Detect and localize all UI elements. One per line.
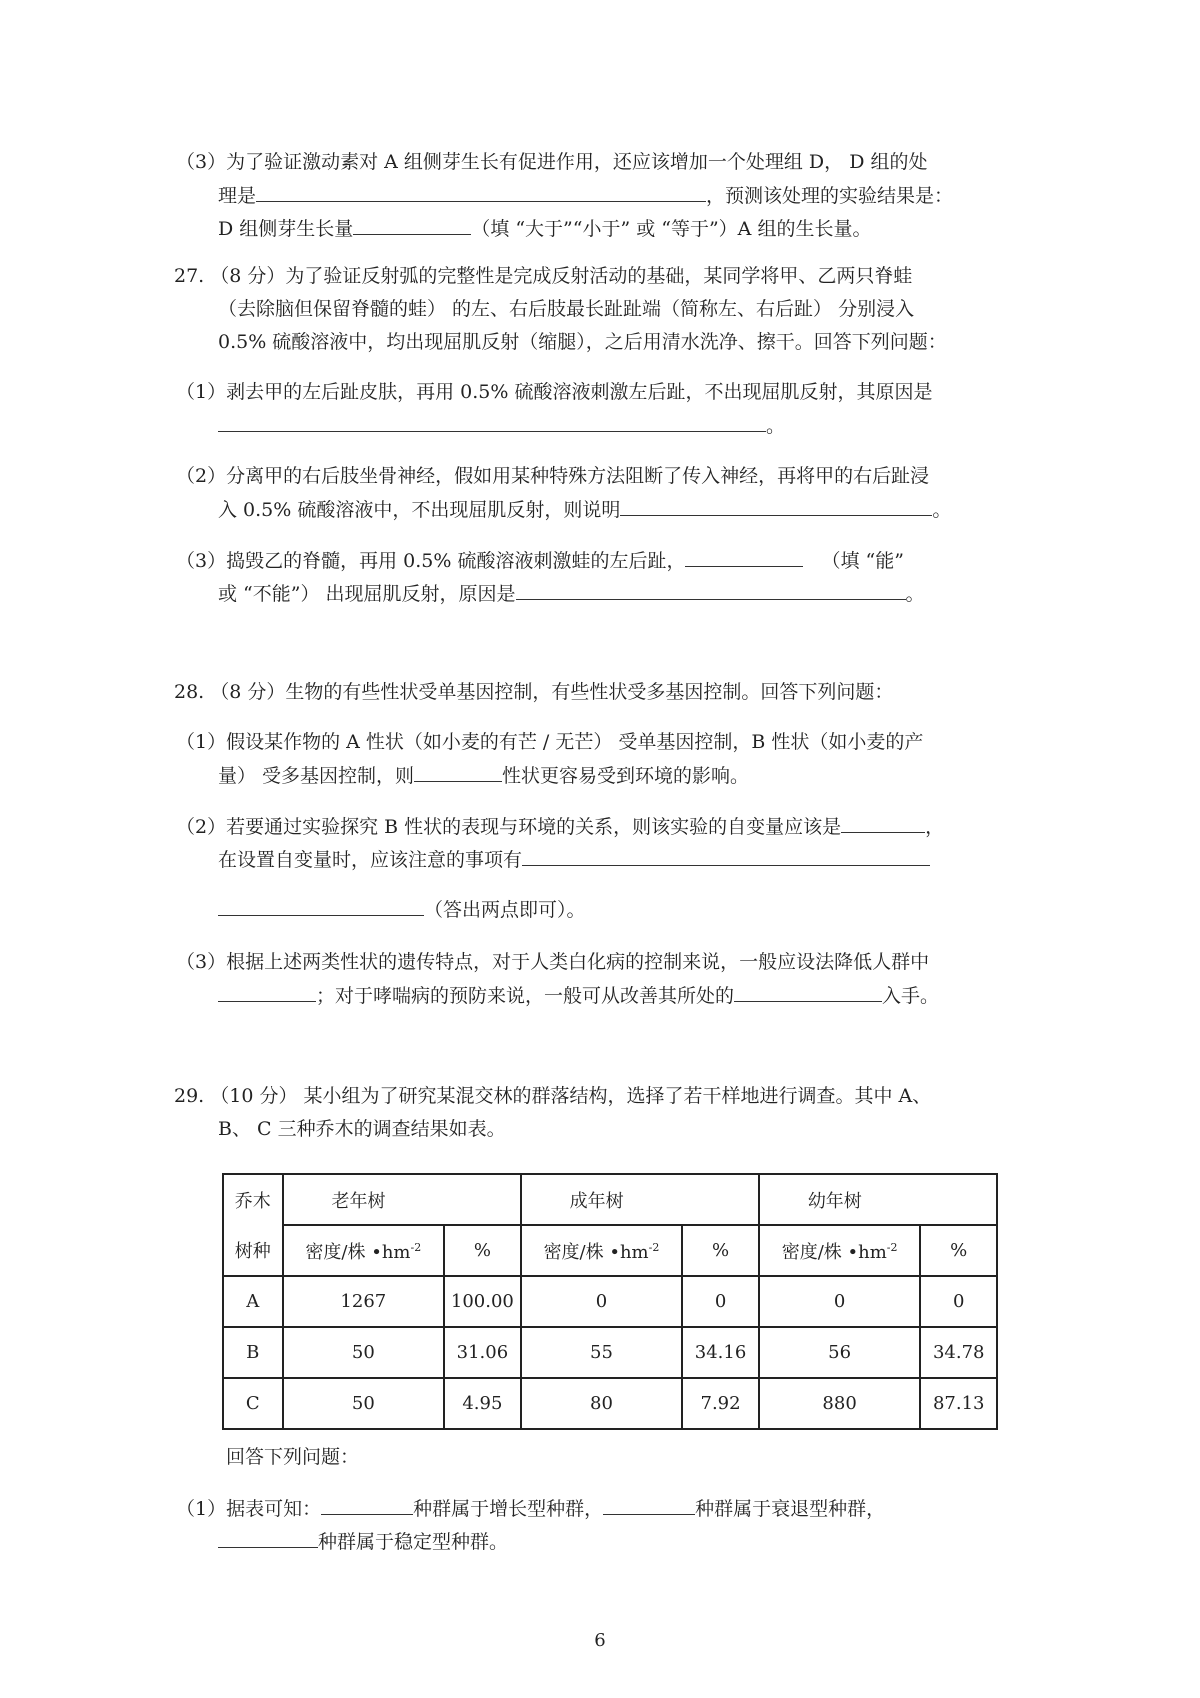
q27-3-end: 。 <box>905 583 925 605</box>
q28-2-line1-prefix: （2）若要通过实验探究 B 性状的表现与环境的关系，则该实验的自变量应该是 <box>176 816 842 838</box>
q27-intro-2: （去除脑但保留脊髓的蛙） 的左、右后肢最长趾趾端（简称左、右后趾） 分别浸入 <box>218 298 915 320</box>
answer-blank[interactable] <box>603 1494 695 1515</box>
answer-blank[interactable] <box>685 546 803 567</box>
header-density <box>521 1225 683 1276</box>
table-cell: 0 <box>920 1276 997 1327</box>
header-density <box>283 1225 445 1276</box>
q26-3-line2 <box>218 181 953 210</box>
q28-1-line1: （1）假设某作物的 A 性状（如小麦的有芒 / 无芒） 受单基因控制，B 性状（如小麦的产 <box>176 731 924 753</box>
q28-1-line2 <box>218 761 749 790</box>
header-density-exponent: -2 <box>410 1240 422 1254</box>
q27-3-line1-suffix: （填 “能” <box>821 550 904 572</box>
header-percent: % <box>682 1225 759 1276</box>
header-density-label: 密度/株 •hm <box>781 1241 887 1263</box>
q29-intro-1: 29. （10 分） 某小组为了研究某混交林的群落结构，选择了若干样地进行调查。其中 A、 <box>174 1085 932 1107</box>
answer-blank[interactable] <box>353 214 471 235</box>
table-header-row-1 <box>223 1174 997 1225</box>
species-cell: C <box>223 1378 283 1429</box>
header-group-young: 幼年树 <box>759 1174 997 1225</box>
table-cell: 87.13 <box>920 1378 997 1429</box>
header-density-exponent: -2 <box>886 1240 898 1254</box>
q27-3-line2-prefix: 或 “不能”） 出现屈肌反射，原因是 <box>218 583 516 605</box>
table-cell: 50 <box>283 1327 445 1378</box>
q29-1-line1 <box>176 1494 885 1523</box>
answer-blank[interactable] <box>321 1494 413 1515</box>
q26-3-line2-prefix: 理是 <box>218 185 257 207</box>
q26-3-line1: （3）为了验证激动素对 A 组侧芽生长有促进作用，还应该增加一个处理组 D， D 组的处 <box>176 151 928 173</box>
q29-1-line1-suffix: 种群属于衰退型种群， <box>695 1498 886 1520</box>
header-corner-top: 乔木 <box>223 1174 283 1225</box>
table-cell: 55 <box>521 1327 683 1378</box>
table-cell: 0 <box>682 1276 759 1327</box>
q29-1-line1-prefix: （1）据表可知： <box>176 1498 322 1520</box>
table-cell: 880 <box>759 1378 921 1429</box>
q26-3-line3-suffix: （填 “大于”“小于” 或 “等于”）A 组的生长量。 <box>471 218 872 240</box>
answer-blank[interactable] <box>218 895 424 916</box>
answer-blank[interactable] <box>218 411 766 432</box>
table-row <box>223 1276 997 1327</box>
q29-1-line1-middle: 种群属于增长型种群， <box>413 1498 604 1520</box>
header-group-old: 老年树 <box>283 1174 521 1225</box>
q28-3-line1: （3）根据上述两类性状的遗传特点，对于人类白化病的控制来说，一般应设法降低人群中 <box>176 951 930 973</box>
table-cell: 34.16 <box>682 1327 759 1378</box>
q28-2-line3-suffix: （答出两点即可）。 <box>424 899 586 921</box>
species-cell: A <box>223 1276 283 1327</box>
header-percent: % <box>444 1225 521 1276</box>
q26-3-line2-suffix: ，预测该处理的实验结果是： <box>706 185 954 207</box>
header-group-adult: 成年树 <box>521 1174 759 1225</box>
header-percent: % <box>920 1225 997 1276</box>
page-number: 6 <box>594 1630 606 1651</box>
q27-1-line2 <box>218 411 785 440</box>
q27-2-end: 。 <box>932 499 952 521</box>
answer-blank[interactable] <box>414 761 502 782</box>
table-cell: 4.95 <box>444 1378 521 1429</box>
answer-blank[interactable] <box>841 812 925 833</box>
table-cell: 1267 <box>283 1276 445 1327</box>
species-cell: B <box>223 1327 283 1378</box>
q28-2-line2-prefix: 在设置自变量时，应该注意的事项有 <box>218 849 523 871</box>
header-density-label: 密度/株 •hm <box>543 1241 649 1263</box>
q27-1-line1: （1）剥去甲的左后趾皮肤，再用 0.5% 硫酸溶液刺激左后趾，不出现屈肌反射，其原因是 <box>176 381 933 403</box>
q27-2-line2 <box>218 495 951 524</box>
survey-table <box>222 1173 998 1430</box>
table-cell: 0 <box>521 1276 683 1327</box>
q28-2-line2 <box>218 845 930 874</box>
q28-1-line2-suffix: 性状更容易受到环境的影响。 <box>502 765 750 787</box>
q28-1-line2-prefix: 量） 受多基因控制，则 <box>218 765 415 787</box>
answer-blank[interactable] <box>256 181 706 202</box>
q27-3-line1 <box>176 546 904 575</box>
q26-3-line3-prefix: D 组侧芽生长量 <box>218 218 354 240</box>
q27-intro-1: 27. （8 分）为了验证反射弧的完整性是完成反射活动的基础，某同学将甲、乙两只脊蛙 <box>174 265 913 287</box>
q29-after-table: 回答下列问题： <box>226 1446 360 1468</box>
table-cell: 0 <box>759 1276 921 1327</box>
q27-3-line1-prefix: （3）捣毁乙的脊髓，再用 0.5% 硫酸溶液刺激蛙的左后趾， <box>176 550 686 572</box>
answer-blank[interactable] <box>218 1527 318 1548</box>
q29-1-line2-suffix: 种群属于稳定型种群。 <box>318 1531 509 1553</box>
header-density <box>759 1225 921 1276</box>
answer-blank[interactable] <box>522 845 930 866</box>
table-cell: 34.78 <box>920 1327 997 1378</box>
answer-blank[interactable] <box>516 579 906 600</box>
header-density-label: 密度/株 •hm <box>305 1241 411 1263</box>
q28-intro: 28. （8 分）生物的有些性状受单基因控制，有些性状受多基因控制。回答下列问题： <box>174 681 894 703</box>
q28-2-line3 <box>218 895 586 924</box>
q27-intro-3: 0.5% 硫酸溶液中，均出现屈肌反射（缩腿），之后用清水洗净、擦干。回答下列问题： <box>218 331 947 353</box>
q27-3-line2 <box>218 579 925 608</box>
table-cell: 80 <box>521 1378 683 1429</box>
q29-1-line2 <box>218 1527 508 1556</box>
table-cell: 50 <box>283 1378 445 1429</box>
table-cell: 7.92 <box>682 1378 759 1429</box>
table-cell: 31.06 <box>444 1327 521 1378</box>
q27-2-line2-prefix: 入 0.5% 硫酸溶液中，不出现屈肌反射，则说明 <box>218 499 621 521</box>
header-corner-bottom: 树种 <box>223 1225 283 1276</box>
table-row <box>223 1378 997 1429</box>
answer-blank[interactable] <box>620 495 932 516</box>
q28-3-line2 <box>218 981 939 1010</box>
q28-2-line1-suffix: ， <box>925 816 945 838</box>
q28-3-line2-suffix: 入手。 <box>882 985 940 1007</box>
q28-2-line1 <box>176 812 944 841</box>
header-density-exponent: -2 <box>648 1240 660 1254</box>
q27-1-end: 。 <box>766 415 786 437</box>
q26-3-line3 <box>218 214 871 243</box>
q29-intro-2: B、 C 三种乔木的调查结果如表。 <box>218 1118 506 1140</box>
q28-3-line2-middle: ；对于哮喘病的预防来说，一般可从改善其所处的 <box>316 985 735 1007</box>
table-cell: 100.00 <box>444 1276 521 1327</box>
table-cell: 56 <box>759 1327 921 1378</box>
answer-blank[interactable] <box>218 981 316 1002</box>
answer-blank[interactable] <box>734 981 882 1002</box>
q27-2-line1: （2）分离甲的右后肢坐骨神经，假如用某种特殊方法阻断了传入神经，再将甲的右后趾浸 <box>176 465 930 487</box>
table-header-row-2 <box>223 1225 997 1276</box>
table-row <box>223 1327 997 1378</box>
